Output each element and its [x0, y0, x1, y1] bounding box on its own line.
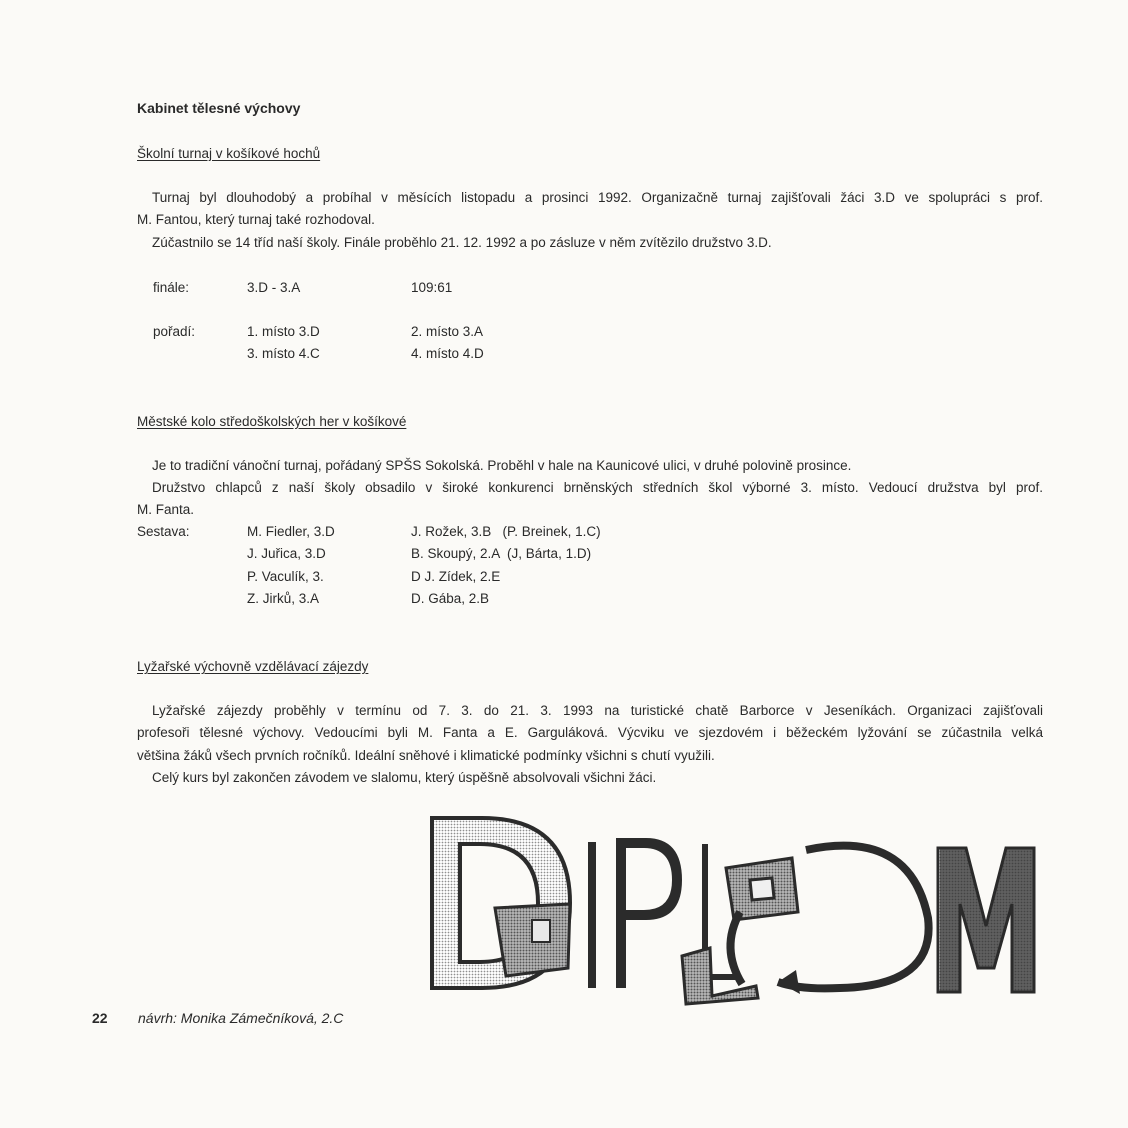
place-1: 1. místo 3.D — [247, 324, 320, 339]
final-score: 109:61 — [411, 280, 453, 295]
roster-player: D. Gába, 2.B — [411, 591, 490, 606]
diplom-logo — [420, 808, 1040, 1008]
place-4: 4. místo 4.D — [411, 346, 484, 361]
paragraph-line: profesoři tělesné výchovy. Vedoucími byli M. Fanta a E. Garguláková. Výcviku ve sjezdovém i běžeckém lyžování se zúčastnila velká — [137, 725, 1043, 740]
roster-player: M. Fiedler, 3.D — [247, 524, 335, 539]
section-heading-city-round: Městské kolo středoškolských her v košíkové — [137, 414, 407, 429]
paragraph-line: většina žáků všech prvních ročníků. Ideální sněhové i klimatické podmínky všichni s chutí využili. — [137, 748, 715, 763]
page-number: 22 — [92, 1010, 108, 1026]
roster-label: Sestava: — [137, 524, 190, 539]
order-label: pořadí: — [153, 324, 196, 339]
roster-player: B. Skoupý, 2.A (J, Bárta, 1.D) — [411, 546, 592, 561]
paragraph-line: Je to tradiční vánoční turnaj, pořádaný SPŠS Sokolská. Proběhl v hale na Kaunicové ulici, v druhé polovině prosince. — [152, 458, 852, 473]
roster-player: J. Rožek, 3.B (P. Breinek, 1.C) — [411, 524, 601, 539]
roster-player: Z. Jirků, 3.A — [247, 591, 320, 606]
roster-player: D J. Zídek, 2.E — [411, 569, 501, 584]
roster-player: P. Vaculík, 3. — [247, 569, 324, 584]
paragraph-line: Zúčastnilo se 14 tříd naší školy. Finále proběhlo 21. 12. 1992 a po zásluze v něm zvítězilo družstvo 3.D. — [152, 235, 772, 250]
paragraph-line: Turnaj byl dlouhodobý a probíhal v měsících listopadu a prosinci 1992. Organizačně turnaj zajišťovali žáci 3.D ve spolupráci s prof. — [152, 190, 1043, 205]
roster-player: J. Juřica, 3.D — [247, 546, 326, 561]
section-heading-school-tournament: Školní turnaj v košíkové hochů — [137, 146, 321, 161]
paragraph-line: M. Fanta. — [137, 502, 195, 517]
place-3: 3. místo 4.C — [247, 346, 320, 361]
section-heading-ski-trips: Lyžařské výchovně vzdělávací zájezdy — [137, 659, 369, 674]
paragraph-line: Lyžařské zájezdy proběhly v termínu od 7. 3. do 21. 3. 1993 na turistické chatě Barborce v Jeseníkách. Organizaci zajišťovali — [152, 703, 1043, 718]
final-match: 3.D - 3.A — [247, 280, 301, 295]
design-credit: návrh: Monika Zámečníková, 2.C — [138, 1010, 344, 1026]
paragraph-line: Celý kurs byl zakončen závodem ve slalomu, který úspěšně absolvovali všichni žáci. — [152, 770, 657, 785]
page-title: Kabinet tělesné výchovy — [137, 100, 301, 116]
paragraph-line: Družstvo chlapců z naší školy obsadilo v široké konkurenci brněnských středních škol výborné 3. místo. Vedoucí družstva byl prof. — [152, 480, 1043, 495]
place-2: 2. místo 3.A — [411, 324, 484, 339]
paragraph-line: M. Fantou, který turnaj také rozhodoval. — [137, 212, 375, 227]
final-label: finále: — [153, 280, 190, 295]
